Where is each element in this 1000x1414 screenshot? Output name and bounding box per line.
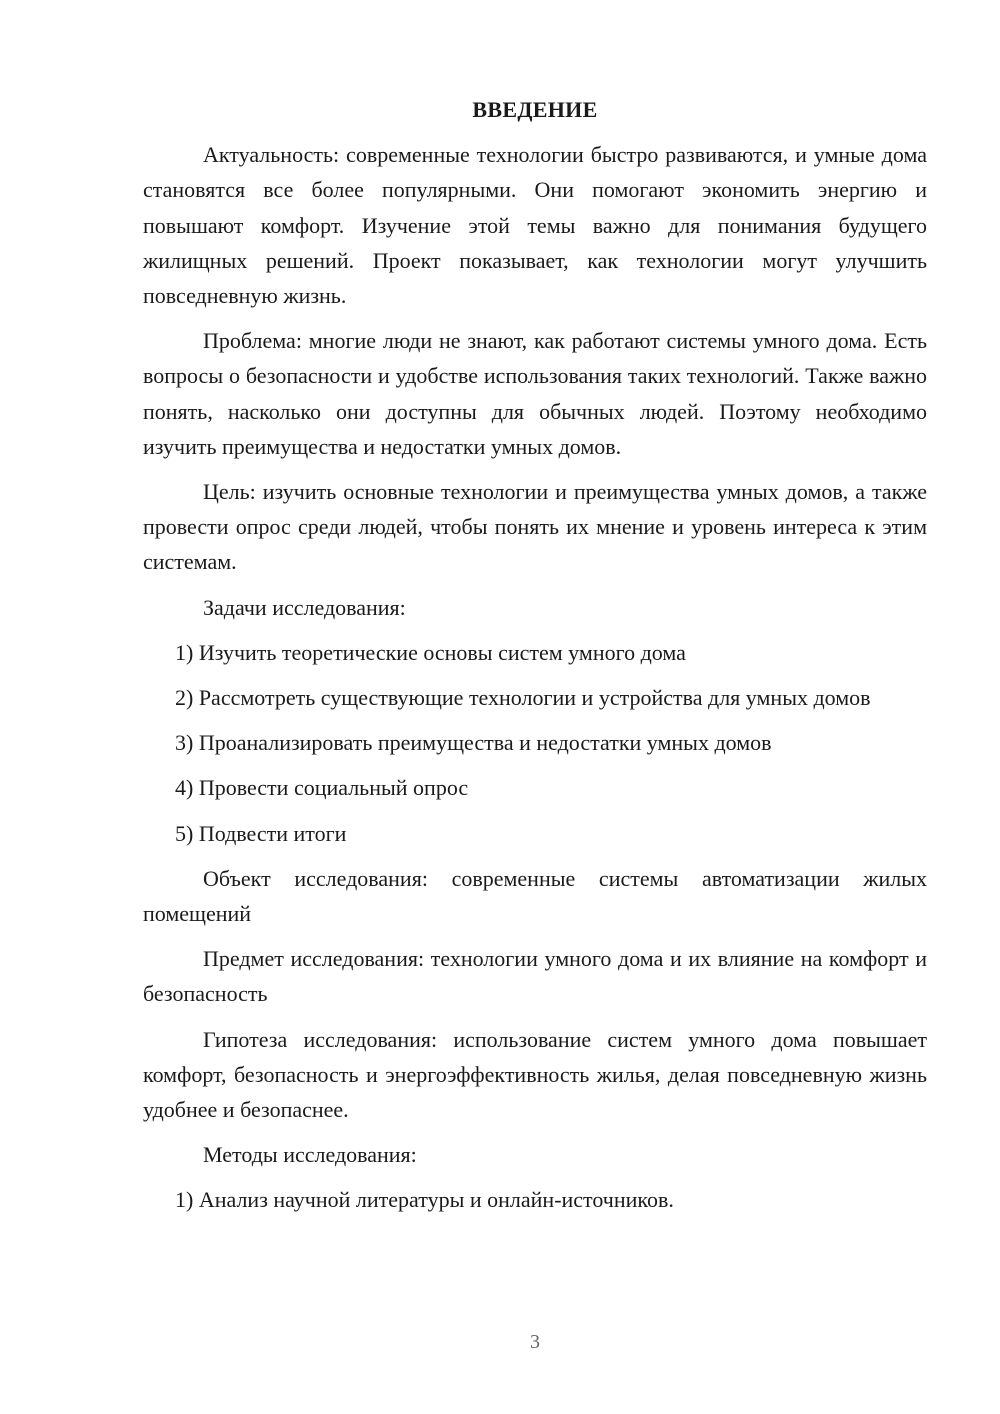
list-item-method-1: 1) Анализ научной литературы и онлайн-источников.	[175, 1187, 674, 1213]
paragraph-problem: Проблема: многие люди не знают, как работают системы умного дома. Есть вопросы о безопасности и удобстве использования таких технологий. Также важно понять, насколько они доступны для обычных людей. Поэтому необходимо изучить преимущества и недостатки умных домов.	[143, 328, 927, 459]
list-item-task-4: 4) Провести социальный опрос	[175, 775, 469, 801]
list-item-task-3: 3) Проанализировать преимущества и недостатки умных домов	[175, 730, 772, 756]
paragraph-hypothesis: Гипотеза исследования: использование систем умного дома повышает комфорт, безопасность и энергоэффективность жилья, делая повседневную жизнь удобнее и безопаснее.	[143, 1026, 927, 1123]
paragraph-subject: Предмет исследования: технологии умного дома и их влияние на комфорт и безопасность	[143, 946, 927, 1007]
page-number: 3	[530, 1331, 540, 1353]
paragraph-goal: Цель: изучить основные технологии и преимущества умных домов, а также провести опрос среди людей, чтобы понять их мнение и уровень интереса к этим системам.	[143, 479, 927, 575]
paragraph-methods-heading: Методы исследования:	[203, 1142, 417, 1168]
paragraph-tasks-heading: Задачи исследования:	[203, 594, 406, 620]
section-title: ВВЕДЕНИЕ	[472, 97, 598, 122]
document-page	[143, 92, 927, 1228]
list-item-task-2: 2) Рассмотреть существующие технологии и устройства для умных домов	[175, 685, 871, 711]
paragraph-object: Объект исследования: современные системы автоматизации жилых помещений	[143, 865, 927, 927]
paragraph-relevance: Актуальность: современные технологии быстро развиваются, и умные дома становятся все более популярными. Они помогают экономить энергию и повышают комфорт. Изучение этой темы важно для понимания будущего жилищных решений. Проект показывает, как технологии могут улучшить повседневную жизнь.	[143, 142, 927, 309]
list-item-task-5: 5) Подвести итоги	[175, 820, 347, 846]
list-item-task-1: 1) Изучить теоретические основы систем умного дома	[175, 639, 686, 665]
